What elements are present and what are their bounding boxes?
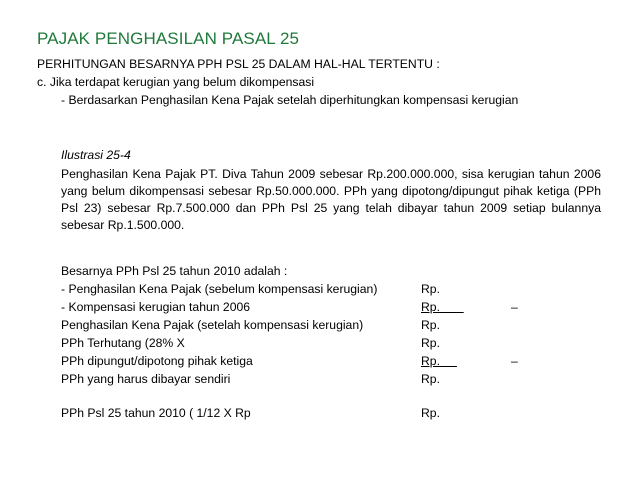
calc-row-label: PPh yang harus dibayar sendiri — [61, 372, 231, 386]
condition-c: c. Jika terdapat kerugian yang belum dikompensasi — [37, 75, 315, 89]
calc-row-currency: Rp. — [421, 318, 440, 332]
subtract-sign: – — [511, 354, 518, 368]
calc-row-label: - Penghasilan Kena Pajak (sebelum kompensasi kerugian) — [61, 282, 378, 296]
final-row-currency: Rp. — [421, 406, 440, 420]
illustration-label: Ilustrasi 25-4 — [61, 148, 131, 162]
calc-row-label: - Kompensasi kerugian tahun 2006 — [61, 300, 251, 314]
calc-row-label: PPh Terhutang (28% X — [61, 336, 185, 350]
calc-row-label: PPh dipungut/dipotong pihak ketiga — [61, 354, 253, 368]
condition-c-bullet: - Berdasarkan Penghasilan Kena Pajak setelah diperhitungkan kompensasi kerugian — [61, 93, 519, 107]
subtract-sign: – — [511, 300, 518, 314]
section-heading: PERHITUNGAN BESARNYA PPH PSL 25 DALAM HAL-HAL TERTENTU : — [37, 57, 440, 71]
calc-row-label: Penghasilan Kena Pajak (setelah kompensasi kerugian) — [61, 318, 364, 332]
calc-row-currency: Rp. — [421, 282, 440, 296]
calc-heading: Besarnya PPh Psl 25 tahun 2010 adalah : — [61, 264, 288, 278]
final-row-label: PPh Psl 25 tahun 2010 ( 1/12 X Rp — [61, 406, 251, 420]
page-title: PAJAK PENGHASILAN PASAL 25 — [37, 29, 300, 48]
illustration-text: Penghasilan Kena Pajak PT. Diva Tahun 2009 sebesar Rp.200.000.000, sisa kerugian tahun 2006 yang belum dikompensasi sebesar Rp.50.000.000. PPh yang dipotong/dipungut pihak ketiga (PPh Psl 23) sebesar Rp.7.500.000 dan PPh Psl 25 yang telah dibayar tahun 2009 setiap bulannya sebesar Rp.1.500.000. — [61, 167, 601, 232]
calc-row-currency: Rp. — [421, 300, 464, 314]
calc-row-currency: Rp. — [421, 336, 440, 350]
calc-row-currency: Rp. — [421, 354, 457, 368]
calc-row-currency: Rp. — [421, 372, 440, 386]
